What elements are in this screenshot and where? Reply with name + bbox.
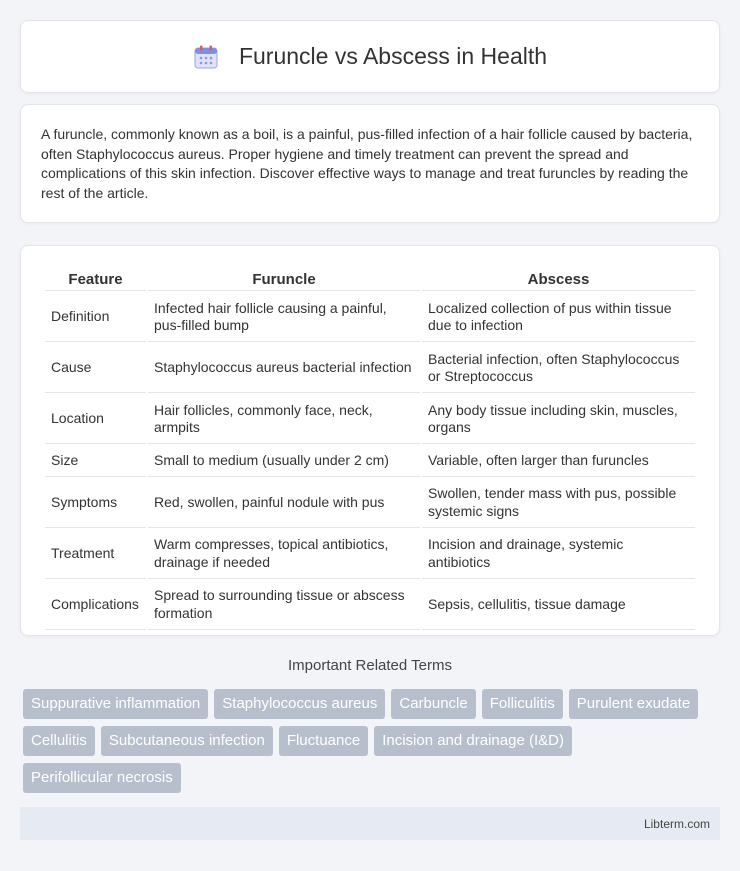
table-cell-furuncle: Warm compresses, topical antibiotics, drainage if needed [148, 530, 420, 579]
table-header-row [45, 268, 695, 291]
table-row [45, 395, 695, 444]
table-cell-feature: Definition [45, 293, 146, 342]
footer [20, 807, 720, 840]
table-row [45, 293, 695, 342]
term-tag[interactable]: Folliculitis [482, 689, 563, 719]
header-card [20, 20, 720, 93]
table-row [45, 344, 695, 393]
intro-text: A furuncle, commonly known as a boil, is a painful, pus-filled infection of a hair follicle caused by bacteria, often Staphylococcus aureus. Proper hygiene and timely treatment can prevent the spread and complications of this skin infection. Discover effective ways to manage and treat furuncles by reading the rest of the article. [41, 126, 693, 201]
table-cell-feature: Size [45, 446, 146, 477]
calendar-icon [193, 44, 219, 70]
table-row [45, 530, 695, 579]
term-tag[interactable]: Fluctuance [279, 726, 368, 756]
table-cell-furuncle: Red, swollen, painful nodule with pus [148, 479, 420, 528]
term-tag[interactable]: Subcutaneous infection [101, 726, 273, 756]
related-terms-title: Important Related Terms [288, 657, 452, 674]
table-row [45, 446, 695, 477]
term-tag[interactable]: Staphylococcus aureus [214, 689, 385, 719]
related-terms-list [23, 689, 723, 793]
header-feature: Feature [45, 268, 146, 291]
term-tag[interactable]: Cellulitis [23, 726, 95, 756]
header-abscess: Abscess [422, 268, 695, 291]
term-tag[interactable]: Incision and drainage (I&D) [374, 726, 572, 756]
table-cell-feature: Cause [45, 344, 146, 393]
table-cell-abscess: Bacterial infection, often Staphylococcus or Streptococcus [422, 344, 695, 393]
header-furuncle: Furuncle [148, 268, 420, 291]
table-cell-feature: Complications [45, 581, 146, 630]
title-wrap [193, 43, 547, 70]
term-tag[interactable]: Suppurative inflammation [23, 689, 208, 719]
term-tag[interactable]: Carbuncle [391, 689, 475, 719]
table-cell-abscess: Any body tissue including skin, muscles, organs [422, 395, 695, 444]
table-cell-abscess: Localized collection of pus within tissue due to infection [422, 293, 695, 342]
table-row [45, 581, 695, 630]
table-cell-furuncle: Spread to surrounding tissue or abscess formation [148, 581, 420, 630]
term-tag[interactable]: Perifollicular necrosis [23, 763, 181, 793]
table-row [45, 479, 695, 528]
table-cell-feature: Treatment [45, 530, 146, 579]
comparison-table [43, 266, 697, 632]
table-cell-abscess: Swollen, tender mass with pus, possible systemic signs [422, 479, 695, 528]
intro-card [20, 104, 720, 223]
table-cell-abscess: Sepsis, cellulitis, tissue damage [422, 581, 695, 630]
page-title: Furuncle vs Abscess in Health [238, 43, 548, 69]
table-cell-feature: Location [45, 395, 146, 444]
table-cell-furuncle: Small to medium (usually under 2 cm) [148, 446, 420, 477]
term-tag[interactable]: Purulent exudate [569, 689, 698, 719]
comparison-table-card [20, 245, 720, 636]
footer-site-link[interactable]: Libterm.com [643, 816, 710, 831]
table-cell-furuncle: Hair follicles, commonly face, neck, armpits [148, 395, 420, 444]
table-cell-furuncle: Infected hair follicle causing a painful, pus-filled bump [148, 293, 420, 342]
table-cell-feature: Symptoms [45, 479, 146, 528]
table-cell-furuncle: Staphylococcus aureus bacterial infection [148, 344, 420, 393]
table-cell-abscess: Incision and drainage, systemic antibiotics [422, 530, 695, 579]
table-cell-abscess: Variable, often larger than furuncles [422, 446, 695, 477]
